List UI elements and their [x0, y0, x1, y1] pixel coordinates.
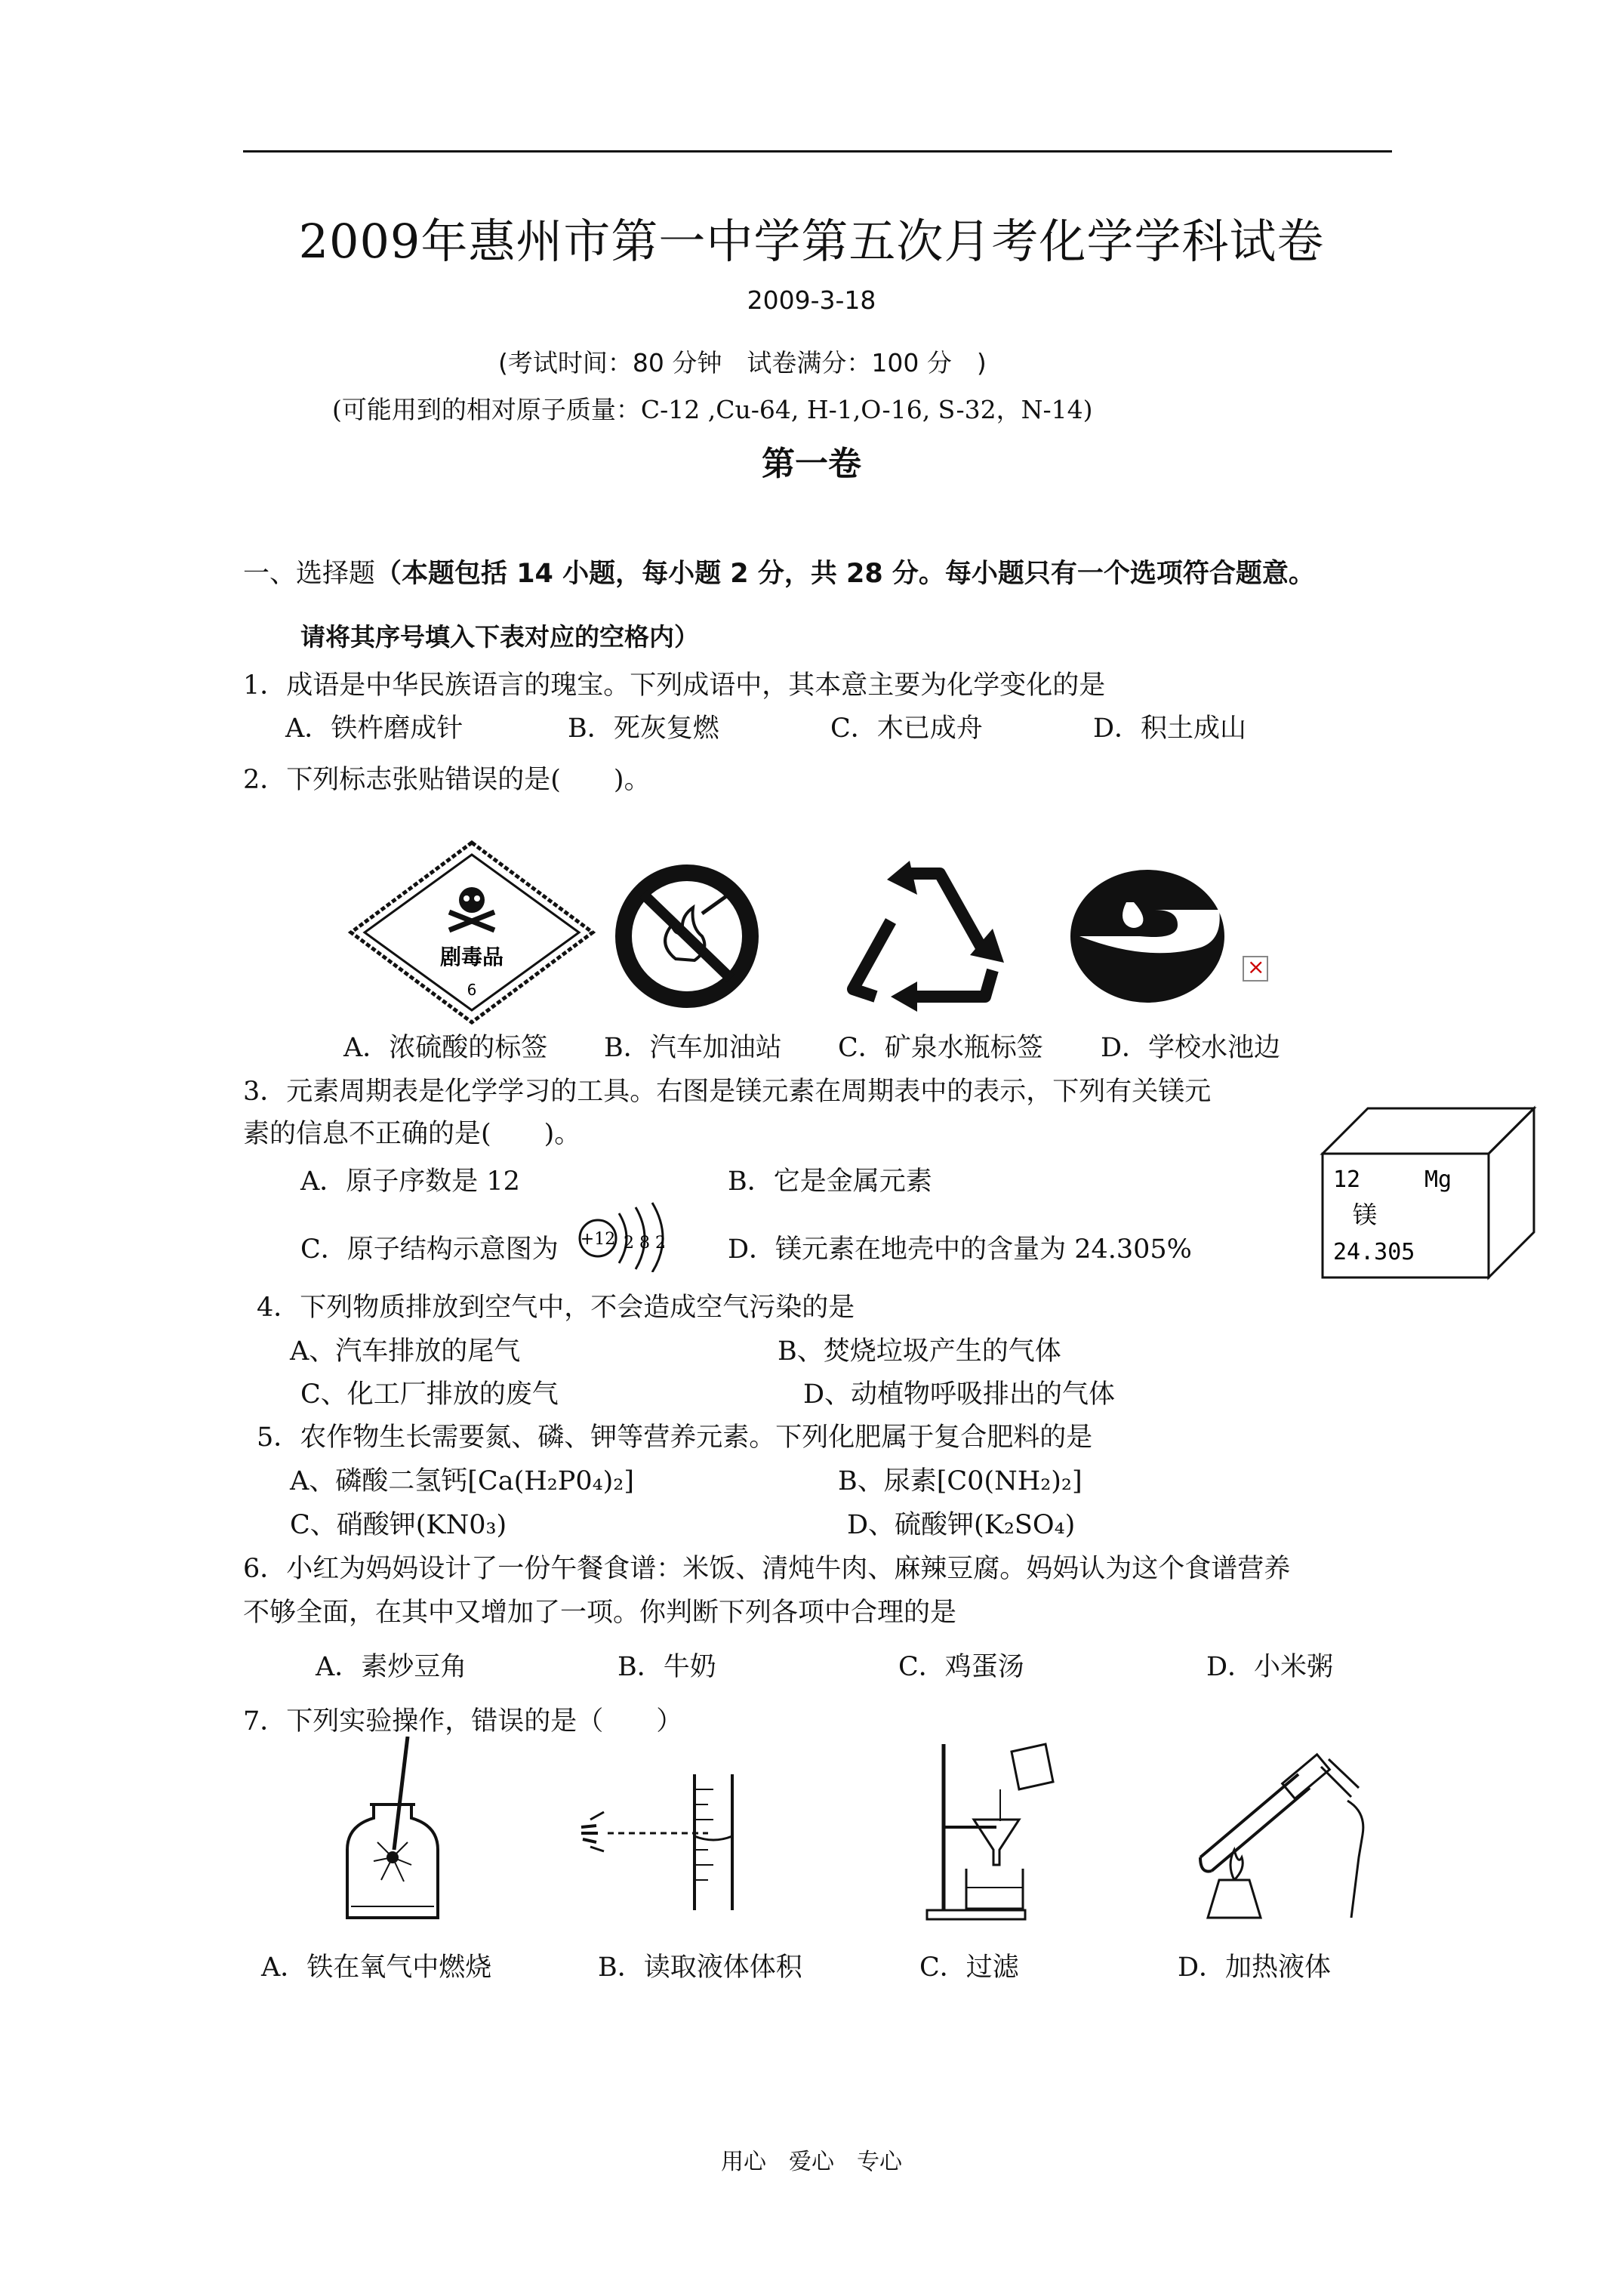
q6-option-a[interactable]: A．素炒豆角	[316, 1652, 467, 1682]
q4-option-d[interactable]: D、动植物呼吸排出的气体	[803, 1379, 1116, 1410]
q6-option-d[interactable]: D．小米粥	[1206, 1652, 1334, 1682]
atom-structure-diagram	[575, 1197, 688, 1272]
toxic-sign-number: 6	[467, 981, 477, 999]
q3-option-b[interactable]: B．它是金属元素	[728, 1166, 932, 1197]
q7-option-d[interactable]: D．加热液体	[1178, 1952, 1332, 1983]
atom-shell-label: 2 8 2	[624, 1234, 666, 1253]
q6-stem-line1: 6．小红为妈妈设计了一份午餐食谱：米饭、清炖牛肉、麻辣豆腐。妈妈认为这个食谱营养	[243, 1554, 1291, 1584]
q5-stem: 5．农作物生长需要氮、磷、钾等营养元素。下列化肥属于复合肥料的是	[257, 1422, 1093, 1453]
atom-core-label: +12	[580, 1230, 616, 1249]
q6-stem-line2: 不够全面，在其中又增加了一项。你判断下列各项中合理的是	[243, 1598, 957, 1628]
q7-option-a[interactable]: A．铁在氧气中燃烧	[261, 1952, 492, 1983]
toxic-sign-icon	[343, 838, 600, 1027]
q1-option-a[interactable]: A．铁杵磨成针	[285, 713, 463, 744]
q2-option-c[interactable]: C．矿泉水瓶标签	[838, 1033, 1043, 1063]
q2-option-a[interactable]: A．浓硫酸的标签	[343, 1033, 548, 1063]
q3-stem-line2: 素的信息不正确的是( )。	[243, 1119, 581, 1149]
q3-stem-line1: 3．元素周期表是化学学习的工具。右图是镁元素在周期表中的表示，下列有关镁元	[243, 1077, 1212, 1107]
magnesium-element-box	[1315, 1102, 1541, 1284]
q1-option-b[interactable]: B．死灰复燃	[568, 713, 719, 744]
filtration-setup-icon	[921, 1737, 1057, 1925]
q1-option-d[interactable]: D．积土成山	[1093, 713, 1247, 744]
q3-option-d[interactable]: D．镁元素在地壳中的含量为 24.305%	[728, 1234, 1192, 1265]
read-volume-cylinder-icon	[574, 1767, 740, 1918]
q4-option-b[interactable]: B、焚烧垃圾产生的气体	[778, 1336, 1061, 1367]
q4-stem: 4．下列物质排放到空气中，不会造成空气污染的是	[257, 1293, 855, 1323]
exam-date: 2009-3-18	[747, 285, 876, 315]
q5-option-c[interactable]: C、硝酸钾(KN0₃)	[290, 1510, 507, 1540]
q4-option-a[interactable]: A、汽车排放的尾气	[290, 1336, 521, 1367]
element-symbol: Mg	[1424, 1166, 1452, 1193]
q2-option-b[interactable]: B．汽车加油站	[604, 1033, 782, 1063]
water-sign-icon	[1064, 864, 1230, 1008]
section-heading	[243, 553, 1315, 590]
q1-stem: 1．成语是中华民族语言的瑰宝。下列成语中，其本意主要为化学变化的是	[243, 670, 1106, 701]
element-number: 12	[1333, 1166, 1361, 1193]
page-title: 2009年惠州市第一中学第五次月考化学学科试卷	[298, 214, 1325, 269]
section-heading-prefix: 一、选择题	[243, 559, 376, 589]
atomic-masses: (可能用到的相对原子质量：C-12 ,Cu-64, H-1,O-16, S-32，N-14)	[332, 395, 1093, 424]
q7-option-c[interactable]: C．过滤	[919, 1952, 1019, 1983]
q6-option-c[interactable]: C．鸡蛋汤	[898, 1652, 1024, 1682]
iron-burning-bottle-icon	[332, 1737, 453, 1925]
no-fire-sign-icon	[604, 861, 770, 1012]
q5-option-b[interactable]: B、尿素[C0(NH₂)₂]	[838, 1466, 1083, 1496]
q7-stem: 7．下列实验操作，错误的是（ ）	[243, 1706, 683, 1737]
recycle-sign-icon	[834, 857, 1015, 1015]
broken-image-icon: ×	[1243, 956, 1268, 982]
q5-option-a[interactable]: A、磷酸二氢钙[Ca(H₂P0₄)₂]	[290, 1466, 634, 1496]
q2-option-d[interactable]: D．学校水池边	[1101, 1033, 1281, 1063]
q3-option-a[interactable]: A．原子序数是 12	[300, 1166, 520, 1197]
header-rule	[243, 150, 1392, 153]
heating-test-tube-icon	[1178, 1744, 1374, 1925]
q4-option-c[interactable]: C、化工厂排放的废气	[300, 1379, 559, 1410]
section-heading-line2: 请将其序号填入下表对应的空格内）	[300, 622, 699, 652]
element-name: 镁	[1353, 1200, 1378, 1229]
section-heading-bold: （本题包括 14 小题，每小题 2 分，共 28 分。每小题只有一个选项符合题意。	[375, 559, 1315, 589]
q1-option-c[interactable]: C．木已成舟	[830, 713, 983, 744]
q2-stem: 2．下列标志张贴错误的是( )。	[243, 765, 651, 795]
exam-info: (考试时间：80 分钟 试卷满分：100 分 )	[498, 348, 987, 378]
q6-option-b[interactable]: B．牛奶	[617, 1652, 716, 1682]
toxic-sign-label: 剧毒品	[439, 945, 504, 969]
page-footer: 用心 爱心 专心	[721, 2149, 902, 2175]
element-mass: 24.305	[1333, 1239, 1415, 1265]
q7-option-b[interactable]: B．读取液体体积	[598, 1952, 802, 1983]
volume-title: 第一卷	[762, 445, 861, 483]
q3-option-c[interactable]: C．原子结构示意图为	[300, 1234, 559, 1265]
q5-option-d[interactable]: D、硫酸钾(K₂SO₄)	[847, 1510, 1076, 1540]
